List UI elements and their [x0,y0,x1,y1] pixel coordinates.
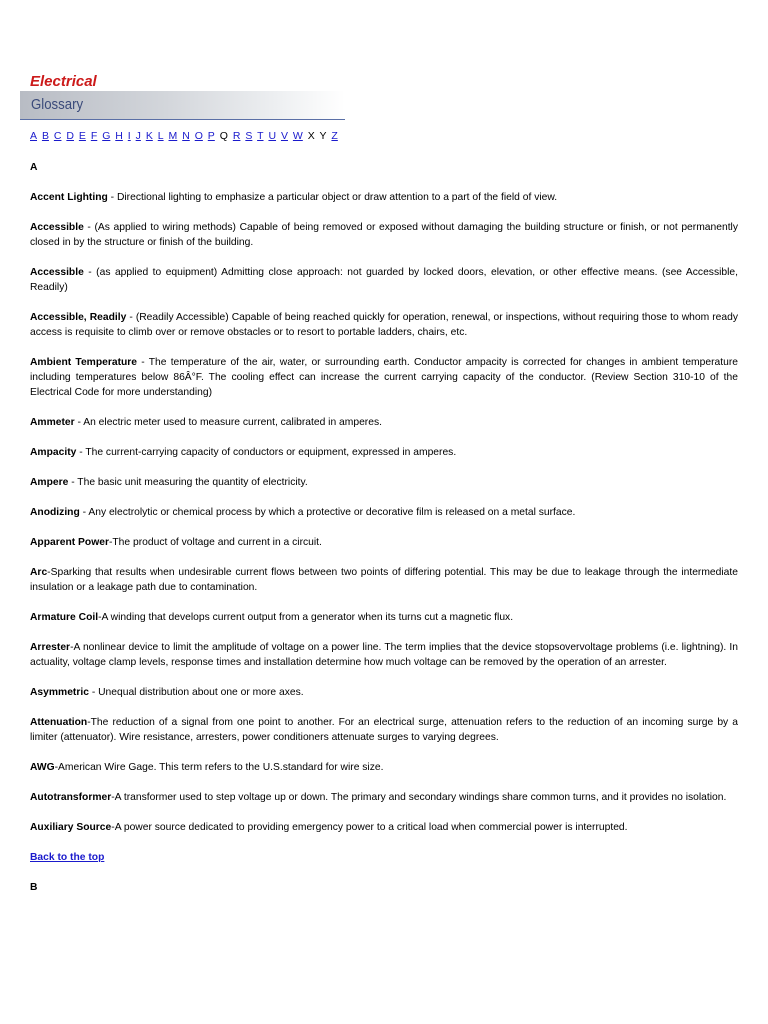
alphabet-link-n[interactable]: N [182,130,190,142]
glossary-entry [30,685,738,700]
glossary-entry [30,535,738,550]
entry-definition: - (as applied to equipment) Admitting close approach: not guarded by locked doors, elevation, or other effective means. (see Accessible, Readily) [30,267,738,293]
alphabet-link-e[interactable]: E [78,130,86,142]
entry-term: Attenuation [30,717,88,728]
alphabet-link-y: Y [319,130,327,142]
glossary-content [30,160,738,910]
entry-definition: -A winding that develops current output from a generator when its turns cut a magnetic flux. [98,612,514,623]
glossary-entry [30,610,738,625]
entry-term: Accessible [30,267,84,278]
entry-definition: - The temperature of the air, water, or surrounding earth. Conductor ampacity is corrected for changes in ambient temperature including temperatures below 86Â°F. The cooling effect can increase the current carrying capacity of the conductor. (Review Section 310-10 of the Electrical Code for more understanding) [30,357,738,398]
entry-definition: - (As applied to wiring methods) Capable of being removed or exposed without damaging the building structure or finish, or not permanently closed in by the structure or finish of the building. [30,222,738,248]
page-header [20,73,345,120]
alphabet-link-q: Q [219,130,228,142]
entry-definition: - The basic unit measuring the quantity of electricity. [68,477,308,488]
alphabet-link-g[interactable]: G [102,130,111,142]
alphabet-link-f[interactable]: F [90,130,98,142]
glossary-entry [30,790,738,805]
glossary-entry [30,220,738,250]
entry-definition: -The reduction of a signal from one point to another. For an electrical surge, attenuation refers to the reduction of an incoming surge by a limiter (attenuator). Wire resistance, arresters, power conditioners attenuate surges to varying degrees. [30,717,738,743]
entry-term: Arrester [30,642,71,653]
alphabet-link-p[interactable]: P [207,130,215,142]
entry-definition: -A transformer used to step voltage up or down. The primary and secondary windings share common turns, and it provides no isolation. [111,792,727,803]
entry-term: Auxiliary Source [30,822,112,833]
entry-term: Apparent Power [30,537,109,548]
entry-term: Accessible, Readily [30,312,127,323]
entry-definition: -Sparking that results when undesirable current flows between two points of differing potential. This may be due to leakage through the intermediate insulation or a leakage path due to contamination. [30,567,738,593]
glossary-entry [30,760,738,775]
alphabet-link-u[interactable]: U [268,130,277,142]
glossary-entry [30,475,738,490]
alphabet-link-l[interactable]: L [157,130,164,142]
alphabet-link-a[interactable]: A [30,130,38,142]
entry-term: Ampere [30,477,69,488]
entry-term: Armature Coil [30,612,99,623]
alphabet-link-s[interactable]: S [245,130,253,142]
alphabet-link-v[interactable]: V [280,130,288,142]
glossary-entry [30,715,738,745]
entry-definition: -A nonlinear device to limit the amplitude of voltage on a power line. The term implies that the device stopsovervoltage problems (i.e. lightning). In actuality, voltage clamp levels, response times and installation determine how much voltage can be removed by the operation of an arrester. [30,642,738,668]
entry-definition: - (Readily Accessible) Capable of being reached quickly for operation, renewal, or inspections, without requiring those to whom ready access is requisite to climb over or remove obstacles or to resort to portable ladders, chairs, etc. [30,312,738,338]
alphabet-link-z[interactable]: Z [331,130,338,142]
entry-term: Accent Lighting [30,192,108,203]
glossary-title: Glossary [31,96,84,113]
entry-term: Autotransformer [30,792,112,803]
glossary-entry [30,415,738,430]
alphabet-link-w[interactable]: W [292,130,303,142]
glossary-entry [30,565,738,595]
entry-term: Ampacity [30,447,77,458]
entry-definition: -American Wire Gage. This term refers to the U.S.standard for wire size. [54,762,384,773]
glossary-entry [30,445,738,460]
entry-definition: -A power source dedicated to providing emergency power to a critical load when commercial power is interrupted. [111,822,628,833]
entry-term: AWG [30,762,55,773]
entry-definition: -The product of voltage and current in a circuit. [108,537,322,548]
entry-term: Ambient Temperature [30,357,138,368]
alphabet-link-x: X [307,130,315,142]
glossary-entry [30,310,738,340]
brand-title: Electrical [30,73,97,90]
entry-term: Anodizing [30,507,80,518]
glossary-entry [30,190,738,205]
glossary-entry [30,265,738,295]
alphabet-link-d[interactable]: D [66,130,74,142]
alphabet-link-o[interactable]: O [194,130,203,142]
entry-definition: - Any electrolytic or chemical process by which a protective or decorative film is released on a metal surface. [79,507,576,518]
entry-list [30,190,738,835]
glossary-entry [30,355,738,400]
back-to-top-link[interactable]: Back to the top [30,852,105,863]
glossary-entry [30,505,738,520]
alphabet-link-c[interactable]: C [53,130,62,142]
alphabet-link-m[interactable]: M [168,130,178,142]
alphabet-link-r[interactable]: R [232,130,241,142]
alphabet-link-k[interactable]: K [145,130,153,142]
glossary-entry [30,820,738,835]
alphabet-link-t[interactable]: T [257,130,264,142]
glossary-banner [20,91,345,120]
entry-definition: - Directional lighting to emphasize a particular object or draw attention to a part of the field of view. [107,192,558,203]
alphabet-link-i[interactable]: I [127,130,131,142]
entry-term: Arc [30,567,48,578]
entry-definition: - Unequal distribution about one or more axes. [88,687,304,698]
entry-term: Ammeter [30,417,75,428]
alphabet-link-j[interactable]: J [135,130,141,142]
next-section-heading: B [30,882,38,893]
entry-definition: - An electric meter used to measure current, calibrated in amperes. [74,417,382,428]
alphabet-link-b[interactable]: B [41,130,49,142]
glossary-entry [30,640,738,670]
section-heading: A [30,162,38,173]
back-to-top-row [30,850,738,865]
entry-term: Accessible [30,222,84,233]
entry-definition: - The current-carrying capacity of conductors or equipment, expressed in amperes. [76,447,457,458]
alphabet-nav [30,129,340,143]
alphabet-link-h[interactable]: H [115,130,123,142]
entry-term: Asymmetric [30,687,89,698]
